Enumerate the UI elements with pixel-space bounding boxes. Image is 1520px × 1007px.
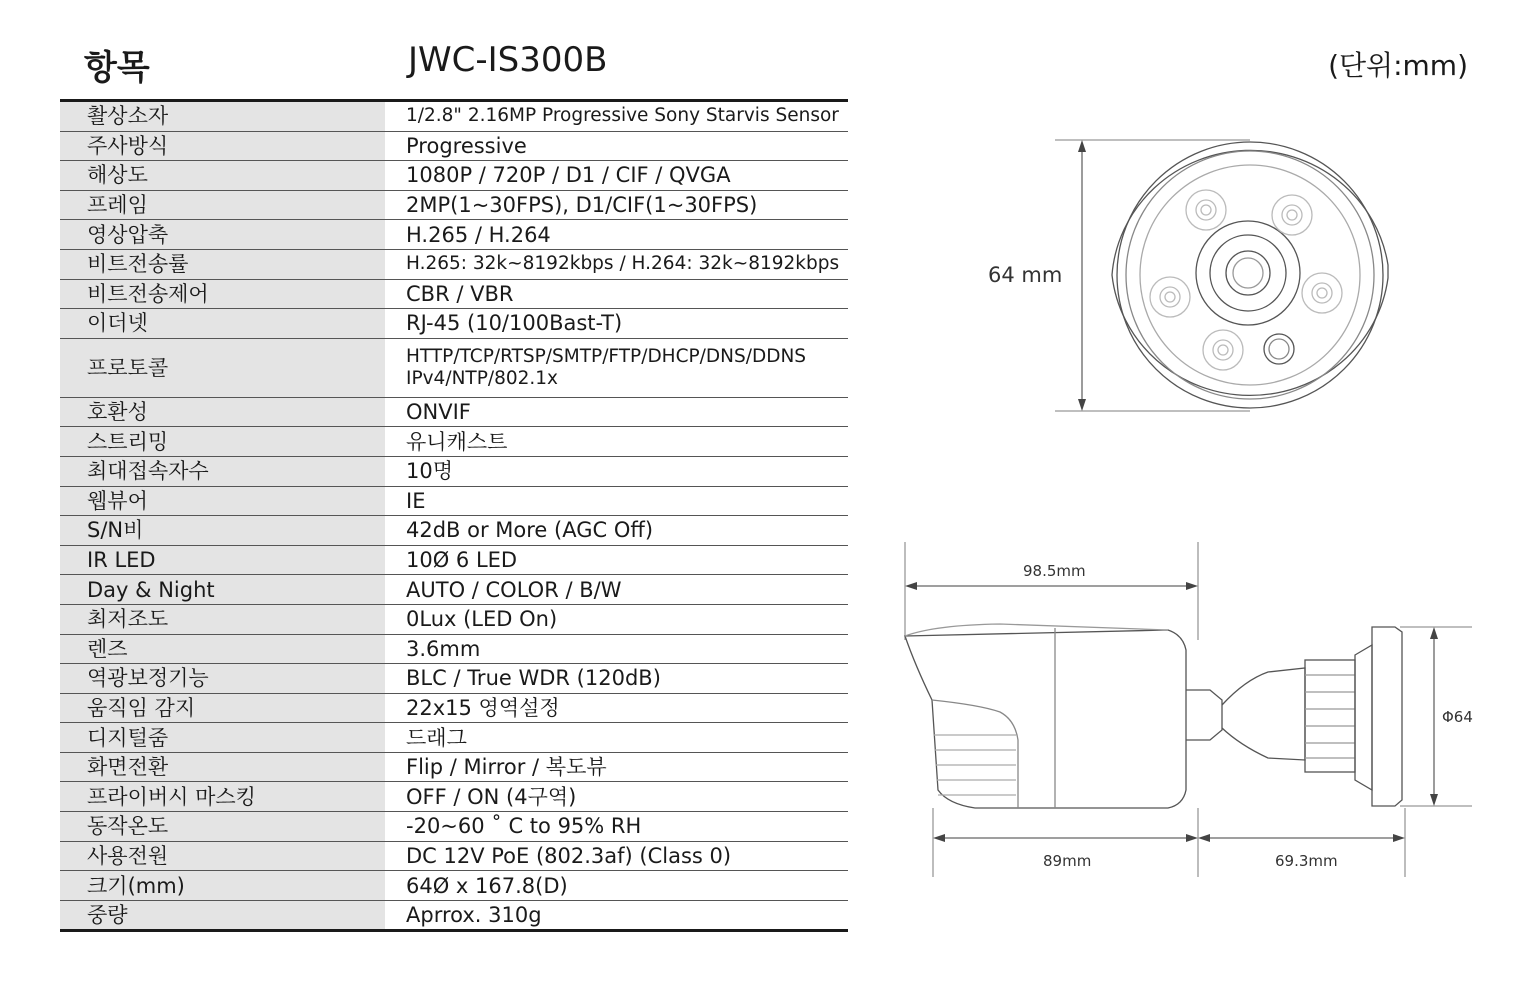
spec-value: ONVIF xyxy=(385,397,848,427)
spec-value: 1080P / 720P / D1 / CIF / QVGA xyxy=(385,161,848,191)
side-total-length-label: 98.5mm xyxy=(1023,562,1086,580)
spec-value: H.265: 32k~8192kbps / H.264: 32k~8192kbps xyxy=(385,249,848,279)
spec-value: 42dB or More (AGC Off) xyxy=(385,516,848,546)
spec-value-line: IPv4/NTP/802.1x xyxy=(406,367,559,389)
spec-key: 비트전송률 xyxy=(60,249,385,279)
front-view-drawing xyxy=(1055,140,1388,411)
spec-value: 0Lux (LED On) xyxy=(385,604,848,634)
spec-key: 주사방식 xyxy=(60,131,385,161)
unit-label: (단위:mm) xyxy=(1328,49,1468,82)
spec-value: BLC / True WDR (120dB) xyxy=(385,664,848,694)
spec-value: Flip / Mirror / 복도뷰 xyxy=(385,752,848,782)
spec-value: 2MP(1~30FPS), D1/CIF(1~30FPS) xyxy=(385,190,848,220)
spec-value: 드래그 xyxy=(385,723,848,753)
spec-value: IE xyxy=(385,486,848,516)
spec-value: Progressive xyxy=(385,131,848,161)
spec-key: 이더넷 xyxy=(60,309,385,339)
spec-key: 프레임 xyxy=(60,190,385,220)
spec-value: CBR / VBR xyxy=(385,279,848,309)
spec-value: OFF / ON (4구역) xyxy=(385,782,848,812)
spec-value: -20~60 ˚ C to 95% RH xyxy=(385,812,848,842)
spec-key: S/N비 xyxy=(60,516,385,546)
spec-key: 프로토콜 xyxy=(60,338,385,397)
spec-key: 동작온도 xyxy=(60,812,385,842)
spec-value: AUTO / COLOR / B/W xyxy=(385,575,848,605)
spec-key: 화면전환 xyxy=(60,752,385,782)
spec-key: 해상도 xyxy=(60,161,385,191)
spec-key: 촬상소자 xyxy=(60,101,385,132)
side-body-length-label: 89mm xyxy=(1043,852,1092,870)
spec-value: H.265 / H.264 xyxy=(385,220,848,250)
spec-key: 비트전송제어 xyxy=(60,279,385,309)
spec-key: 호환성 xyxy=(60,397,385,427)
model-name: JWC-IS300B xyxy=(408,40,608,80)
spec-key: 사용전원 xyxy=(60,841,385,871)
spec-key: IR LED xyxy=(60,545,385,575)
spec-value: Aprrox. 310g xyxy=(385,900,848,931)
spec-value: 1/2.8" 2.16MP Progressive Sony Starvis Sensor xyxy=(385,101,848,132)
spec-key: 디지털줌 xyxy=(60,723,385,753)
spec-value: 유니캐스트 xyxy=(385,427,848,457)
spec-value-line: HTTP/TCP/RTSP/SMTP/FTP/DHCP/DNS/DDNS xyxy=(406,345,807,367)
spec-key: 영상압축 xyxy=(60,220,385,250)
side-diameter-label: Φ64 xyxy=(1442,708,1473,726)
spec-key: 프라이버시 마스킹 xyxy=(60,782,385,812)
item-header: 항목 xyxy=(84,48,150,88)
front-height-label: 64 mm xyxy=(988,263,1063,287)
spec-key: Day & Night xyxy=(60,575,385,605)
spec-key: 스트리밍 xyxy=(60,427,385,457)
spec-key: 최대접속자수 xyxy=(60,456,385,486)
spec-value: 64Ø x 167.8(D) xyxy=(385,871,848,901)
spec-key: 렌즈 xyxy=(60,634,385,664)
spec-value: 22x15 영역설정 xyxy=(385,693,848,723)
spec-key: 최저조도 xyxy=(60,604,385,634)
spec-value: RJ-45 (10/100Bast-T) xyxy=(385,309,848,339)
spec-key: 역광보정기능 xyxy=(60,664,385,694)
spec-key: 크기(mm) xyxy=(60,871,385,901)
spec-key: 움직임 감지 xyxy=(60,693,385,723)
spec-key: 웹뷰어 xyxy=(60,486,385,516)
spec-value: 3.6mm xyxy=(385,634,848,664)
spec-value: 10명 xyxy=(385,456,848,486)
spec-value: DC 12V PoE (802.3af) (Class 0) xyxy=(385,841,848,871)
side-bracket-length-label: 69.3mm xyxy=(1275,852,1338,870)
spec-key: 중량 xyxy=(60,900,385,931)
side-view-drawing xyxy=(905,542,1472,877)
spec-value: 10Ø 6 LED xyxy=(385,545,848,575)
